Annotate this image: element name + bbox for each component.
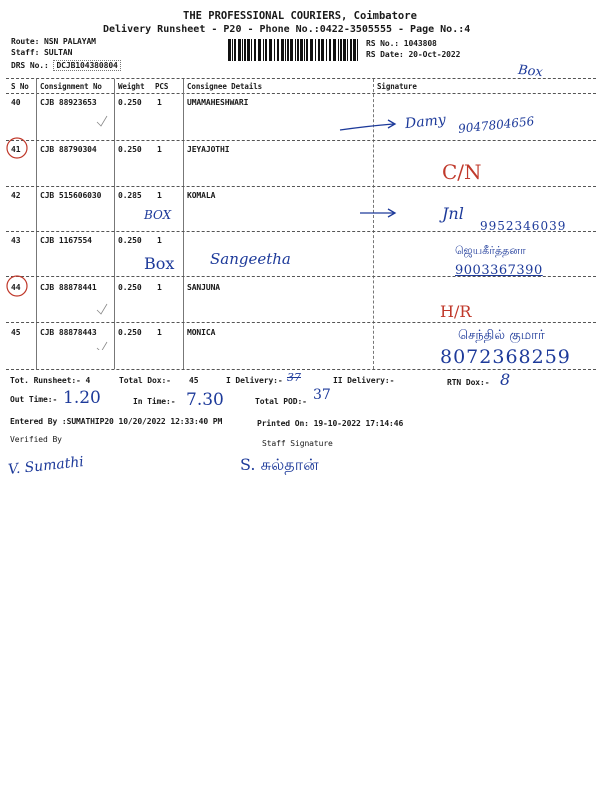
barcode-bar	[338, 39, 339, 61]
col-sno: S No	[11, 82, 29, 91]
row40-signature: Damy	[404, 111, 447, 133]
row-consignee: MONICA	[187, 328, 216, 337]
in-time-label: In Time:-	[133, 397, 176, 406]
row42-box: BOX	[144, 208, 172, 222]
barcode-bar	[254, 39, 256, 61]
row-consignment: CJB 88923653	[40, 98, 97, 107]
barcode-bar	[277, 39, 279, 61]
row42-signature: Jnl	[442, 204, 464, 223]
barcode-bar	[340, 39, 342, 61]
col-signature: Signature	[377, 82, 417, 91]
row-consignment: CJB 1167554	[40, 236, 92, 245]
staff-label: Staff: SULTAN	[11, 48, 73, 57]
barcode-bar	[318, 39, 320, 61]
barcode-bar	[285, 39, 286, 61]
row41-note: C/N	[442, 160, 482, 184]
row-consignee: KOMALA	[187, 191, 216, 200]
row43-name: Sangeetha	[210, 250, 291, 268]
arrow-mark	[338, 118, 398, 136]
barcode-bar	[287, 39, 289, 61]
col-separator	[183, 79, 184, 369]
header-bottom-rule	[6, 93, 596, 94]
total-runsheet: Tot. Runsheet:- 4	[10, 376, 91, 385]
i-delivery-label: I Delivery:-	[226, 376, 283, 385]
barcode-bar	[258, 39, 261, 61]
row-pcs: 1	[157, 145, 162, 154]
row-sno: 41	[11, 145, 21, 154]
barcode-bar	[247, 39, 250, 61]
row-consignee: UMAMAHESHWARI	[187, 98, 249, 107]
row-consignment: CJB 88790304	[40, 145, 97, 154]
barcode-bar	[234, 39, 236, 61]
drs-label: DRS No.: DCJB104380804	[11, 61, 121, 70]
barcode-bar	[300, 39, 303, 61]
barcode-bar	[326, 39, 327, 61]
row-weight: 0.285	[118, 191, 142, 200]
row-weight: 0.250	[118, 283, 142, 292]
barcode-bar	[251, 39, 252, 61]
barcode-bar	[321, 39, 324, 61]
barcode-bar	[274, 39, 275, 61]
barcode-bar	[265, 39, 267, 61]
barcode-bar	[353, 39, 356, 61]
row-consignee: SANJUNA	[187, 283, 221, 292]
row-consignment: CJB 88878443	[40, 328, 97, 337]
row-sno: 45	[11, 328, 21, 337]
pencil-tick-marks	[95, 110, 111, 350]
in-time-value: 7.30	[186, 390, 224, 410]
verified-by-label: Verified By	[10, 435, 62, 444]
barcode-bar	[238, 39, 241, 61]
row-sno: 42	[11, 191, 21, 200]
barcode-bar	[357, 39, 358, 61]
row-pcs: 1	[157, 191, 162, 200]
total-dox-value: 45	[189, 376, 199, 385]
i-delivery-value: 37	[287, 371, 301, 384]
barcode-bar	[269, 39, 272, 61]
handwritten-box-note: Box	[517, 62, 544, 81]
row43-phone: 9003367390	[455, 263, 543, 278]
row44-note: H/R	[440, 302, 472, 321]
barcode-bar	[333, 39, 336, 61]
barcode-bar	[263, 39, 264, 61]
barcode-bar	[242, 39, 243, 61]
row40-phone: 9047804656	[457, 114, 535, 136]
printed-on: Printed On: 19-10-2022 17:14:46	[257, 419, 404, 428]
barcode-bar	[343, 39, 346, 61]
row-weight: 0.250	[118, 98, 142, 107]
company-title: THE PROFESSIONAL COURIERS, Coimbatore	[183, 10, 417, 22]
total-pod-value: 37	[313, 387, 331, 403]
out-time-label: Out Time:-	[10, 395, 58, 404]
rtn-dox-label: RTN Dox:-	[447, 378, 490, 387]
barcode-bar	[228, 39, 231, 61]
row-consignment: CJB 88878441	[40, 283, 97, 292]
runsheet-subtitle: Delivery Runsheet - P20 - Phone No.:0422-3505555 - Page No.:4	[103, 24, 471, 35]
row42-phone: 9952346039	[480, 219, 567, 233]
barcode-bar	[347, 39, 348, 61]
row-pcs: 1	[157, 98, 162, 107]
row43-box: Box	[144, 254, 175, 273]
red-circle-mark	[4, 136, 30, 160]
row-weight: 0.250	[118, 236, 142, 245]
entered-by: Entered By :SUMATHIP20 10/20/2022 12:33:40 PM	[10, 417, 223, 426]
out-time-value: 1.20	[63, 388, 101, 408]
barcode-bar	[315, 39, 316, 61]
row-pcs: 1	[157, 328, 162, 337]
row-sno: 40	[11, 98, 21, 107]
barcode-bar	[297, 39, 299, 61]
barcode-bar	[306, 39, 308, 61]
col-separator	[114, 79, 115, 369]
row45-phone: 8072368259	[440, 346, 571, 368]
barcode-bar	[281, 39, 284, 61]
row-consignment: CJB 515606030	[40, 191, 102, 200]
barcode-bar	[244, 39, 246, 61]
staff-signature: S. சுல்தான்	[240, 455, 319, 474]
row43-tamil-name: ஜெயகீர்த்தனா	[455, 244, 526, 257]
arrow-mark	[358, 206, 400, 220]
rs-number: RS No.: 1043808	[366, 39, 437, 48]
col-separator	[36, 79, 37, 369]
row-sno: 44	[11, 283, 21, 292]
staff-signature-label: Staff Signature	[262, 439, 333, 448]
barcode-bar	[310, 39, 313, 61]
barcode-bar	[295, 39, 296, 61]
header-top-rule	[6, 78, 596, 79]
barcode-bar	[350, 39, 352, 61]
row-consignee: JEYAJOTHI	[187, 145, 230, 154]
drs-value: DCJB104380804	[53, 60, 120, 71]
red-circle-mark	[4, 274, 30, 298]
total-dox-label: Total Dox:-	[119, 376, 171, 385]
col-consignment: Consignment No	[40, 82, 102, 91]
barcode-bar	[290, 39, 293, 61]
route-label: Route: NSN PALAYAM	[11, 37, 96, 46]
barcode-bar	[304, 39, 305, 61]
rs-date: RS Date: 20-Oct-2022	[366, 50, 461, 59]
row45-tamil-name: செந்தில் குமார்	[458, 328, 545, 343]
row-weight: 0.250	[118, 145, 142, 154]
rtn-dox-value: 8	[500, 370, 511, 389]
row-pcs: 1	[157, 236, 162, 245]
barcode	[228, 39, 360, 63]
row-pcs: 1	[157, 283, 162, 292]
col-pcs: PCS	[155, 82, 169, 91]
col-weight: Weight	[118, 82, 145, 91]
row-sno: 43	[11, 236, 21, 245]
barcode-bar	[232, 39, 233, 61]
ii-delivery-label: II Delivery:-	[333, 376, 395, 385]
col-consignee: Consignee Details	[187, 82, 263, 91]
total-pod-label: Total POD:-	[255, 397, 307, 406]
barcode-bar	[329, 39, 331, 61]
row-weight: 0.250	[118, 328, 142, 337]
verified-signature: V. Sumathi	[7, 454, 85, 478]
